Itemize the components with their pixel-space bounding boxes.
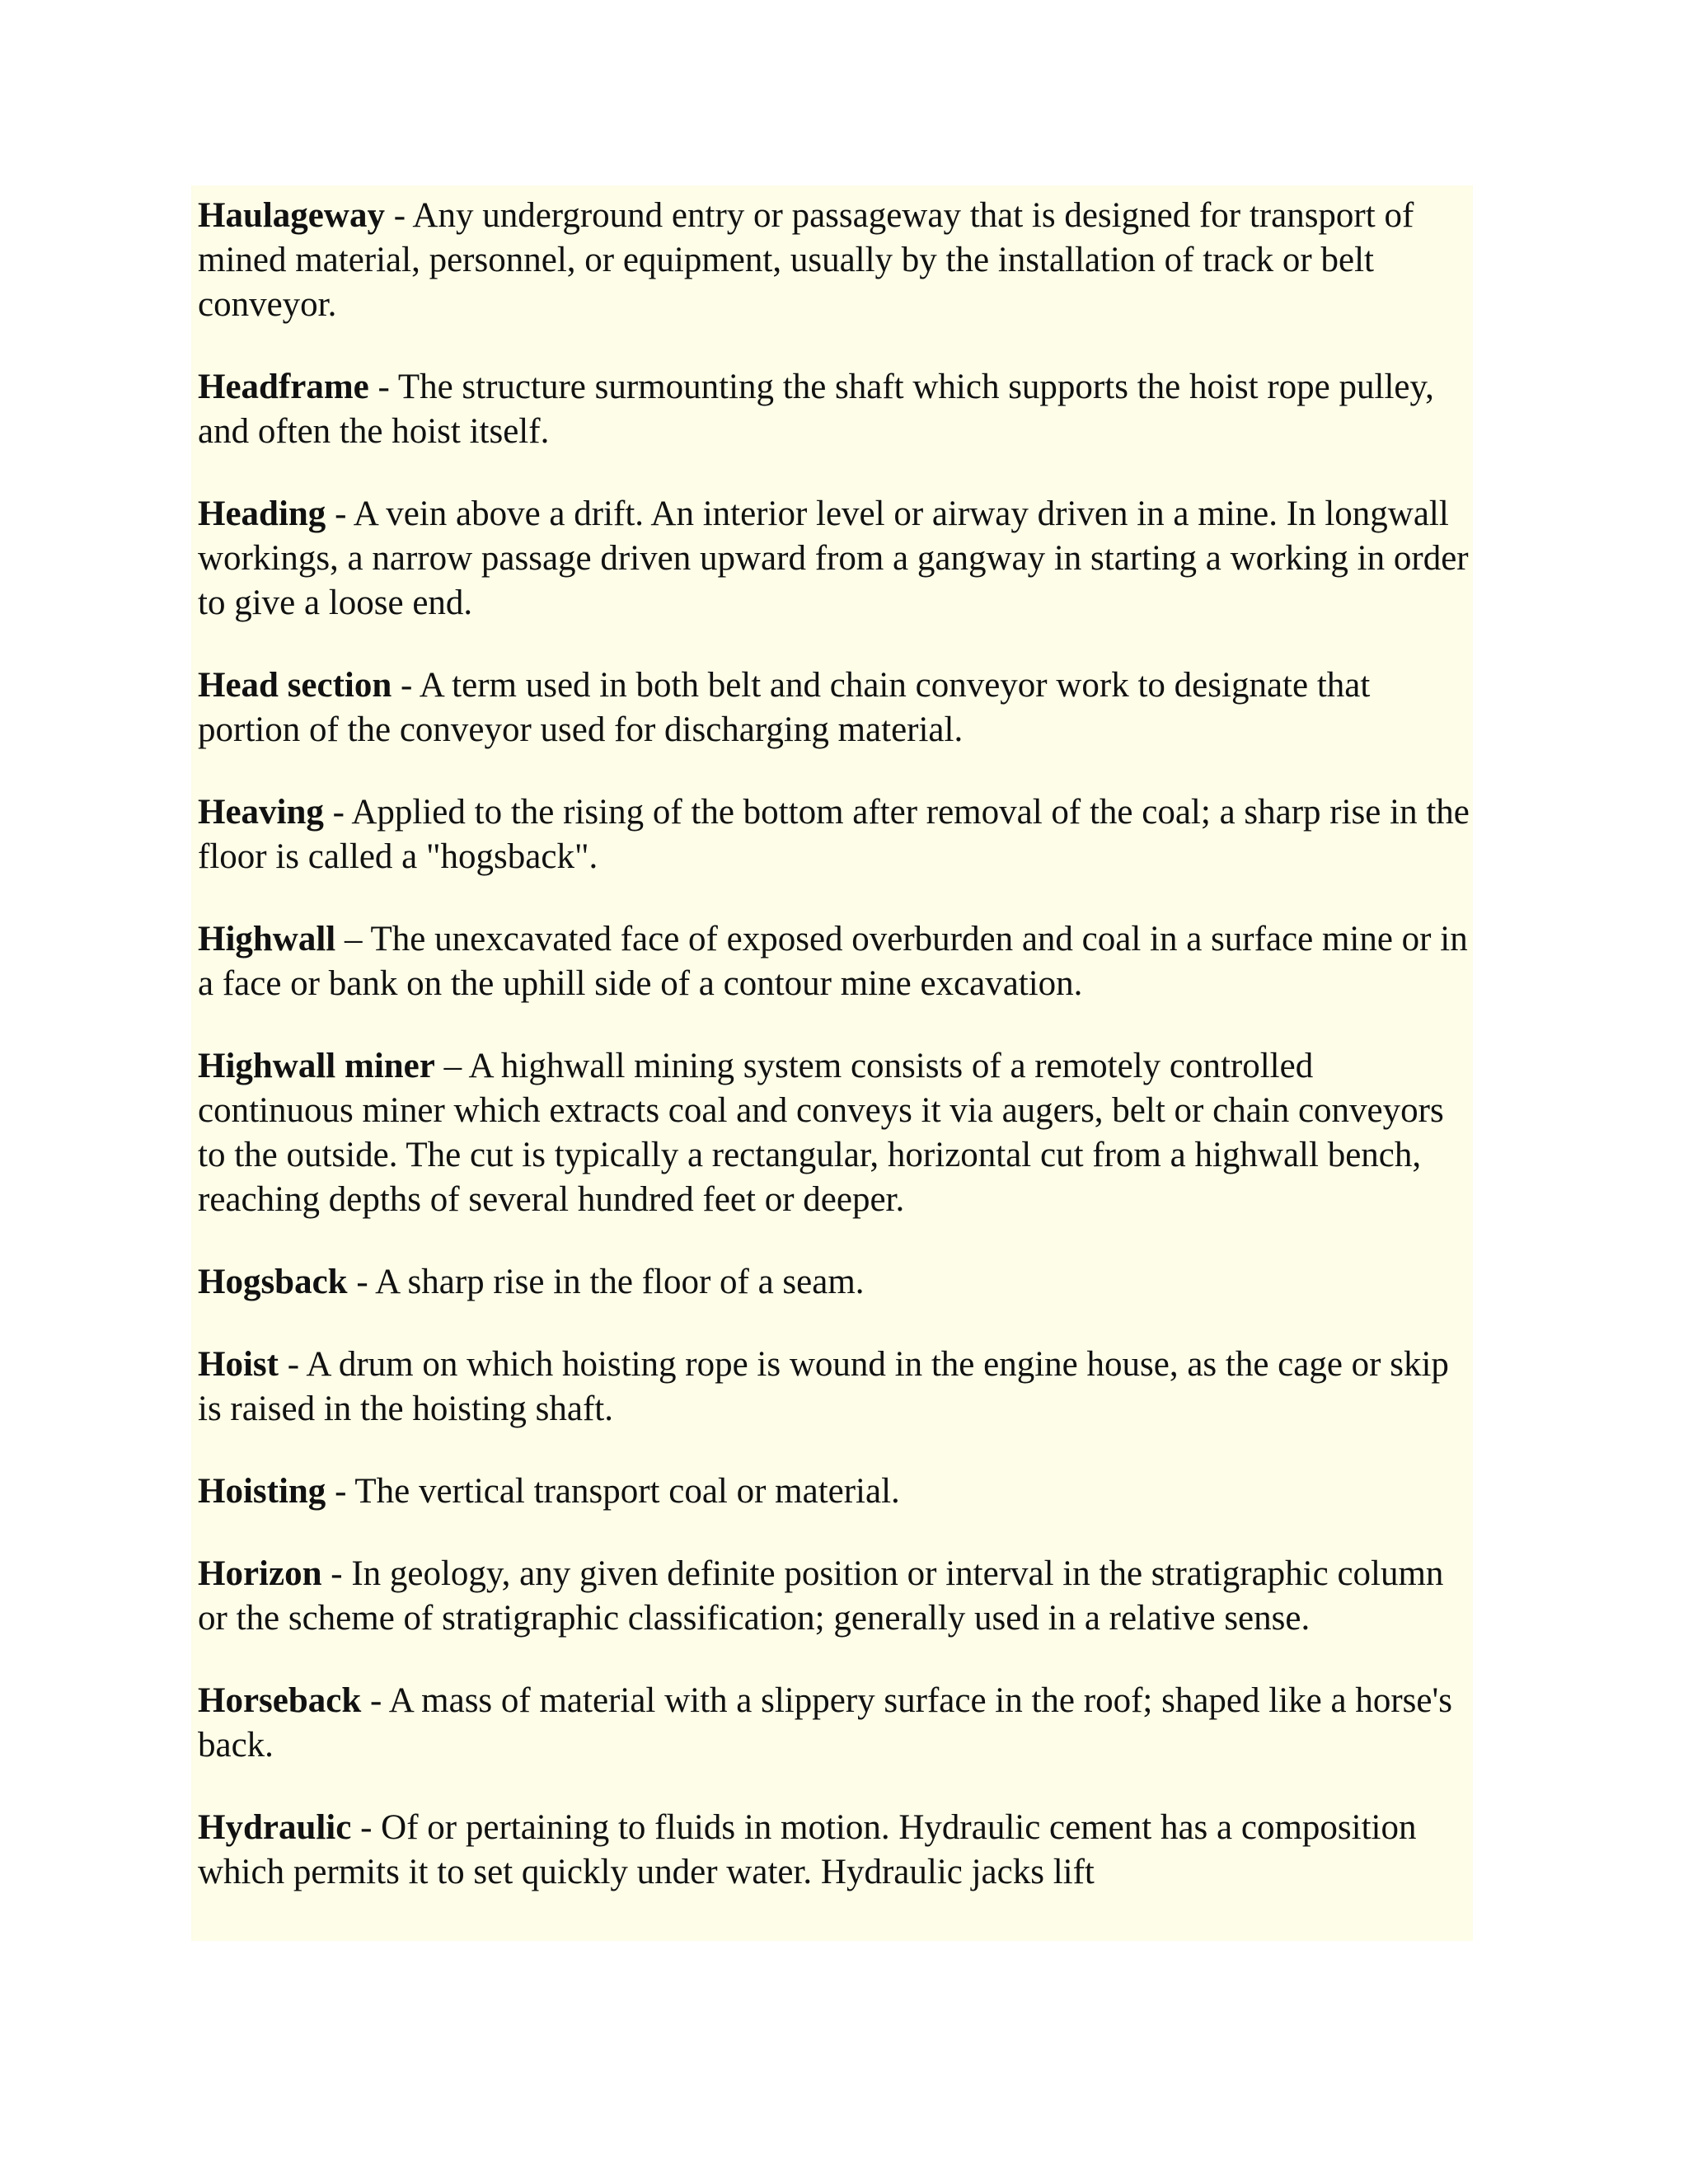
glossary-separator: -	[326, 494, 354, 533]
glossary-entry-headframe	[198, 365, 1474, 454]
glossary-definition: In geology, any given definite position or interval in the stratigraphic column or the scheme of stratigraphic classification; generally used in a relative sense.	[198, 1554, 1444, 1638]
glossary-separator: -	[351, 1808, 382, 1847]
glossary-separator: -	[323, 793, 352, 832]
glossary-definition: A highwall mining system consists of a remotely controlled continuous miner which extracts coal and conveys it via augers, belt or chain conveyors to the outside. The cut is typically a rectangular, horizontal cut from a highwall bench, reaching depths of several hundred feet or deeper.	[198, 1047, 1444, 1219]
glossary-term: Horizon	[198, 1554, 322, 1593]
glossary-separator: -	[368, 368, 398, 406]
glossary-term: Head section	[198, 666, 392, 705]
glossary-entry-hoisting	[198, 1469, 1474, 1514]
glossary-separator: -	[392, 666, 420, 705]
glossary-entry-haulageway	[198, 194, 1474, 327]
glossary-definition: Applied to the rising of the bottom after removal of the coal; a sharp rise in the floor is called a "hogsback".	[198, 793, 1470, 876]
glossary-term: Highwall miner	[198, 1047, 435, 1085]
glossary-definition: The vertical transport coal or material.	[354, 1472, 900, 1511]
glossary-entry-hogsback	[198, 1260, 1474, 1305]
glossary-term: Haulageway	[198, 196, 385, 235]
glossary-separator: -	[384, 196, 413, 235]
glossary-entry-highwall-miner	[198, 1044, 1474, 1222]
glossary-entry-hoist	[198, 1343, 1474, 1432]
glossary-entry-heading	[198, 492, 1474, 626]
glossary-entry-horizon	[198, 1552, 1474, 1641]
glossary-separator: -	[347, 1263, 376, 1301]
glossary-separator: -	[278, 1345, 307, 1384]
glossary-entry-highwall	[198, 917, 1474, 1006]
glossary-entry-hydraulic	[198, 1806, 1474, 1895]
glossary-separator: -	[321, 1554, 352, 1593]
glossary-term: Hoisting	[198, 1472, 326, 1511]
glossary-term: Hogsback	[198, 1263, 348, 1301]
glossary-term: Hoist	[198, 1345, 279, 1384]
glossary-definition: Of or pertaining to fluids in motion. Hydraulic cement has a composition which permits it to set quickly under water. Hydraulic jacks lift	[198, 1808, 1417, 1891]
glossary-separator: –	[335, 920, 371, 958]
glossary-separator: -	[326, 1472, 355, 1511]
glossary-definition: A sharp rise in the floor of a seam.	[375, 1263, 865, 1301]
glossary-term: Hydraulic	[198, 1808, 352, 1847]
glossary-definition: The unexcavated face of exposed overburden and coal in a surface mine or in a face or bank on the uphill side of a contour mine excavation.	[198, 920, 1468, 1003]
glossary-term: Highwall	[198, 920, 336, 958]
glossary-term: Heaving	[198, 793, 324, 832]
glossary-term: Horseback	[198, 1681, 362, 1720]
glossary-term: Heading	[198, 494, 326, 533]
glossary-definition: A mass of material with a slippery surface in the roof; shaped like a horse's back.	[198, 1681, 1452, 1765]
glossary-definition: A drum on which hoisting rope is wound in the engine house, as the cage or skip is raised in the hoisting shaft.	[198, 1345, 1449, 1428]
glossary-entry-head-section	[198, 663, 1474, 752]
glossary-definition: A vein above a drift. An interior level or airway driven in a mine. In longwall workings, a narrow passage driven upward from a gangway in starting a working in order to give a loose end.	[198, 494, 1469, 622]
glossary-definition: Any underground entry or passageway that is designed for transport of mined material, personnel, or equipment, usually by the installation of track or belt conveyor.	[198, 196, 1414, 324]
glossary-term: Headframe	[198, 368, 369, 406]
glossary-definition: A term used in both belt and chain conveyor work to designate that portion of the conveyor used for discharging material.	[198, 666, 1371, 749]
glossary-separator: –	[434, 1047, 469, 1085]
glossary-definition: The structure surmounting the shaft which supports the hoist rope pulley, and often the hoist itself.	[198, 368, 1434, 451]
glossary-list	[198, 194, 1474, 1933]
glossary-entry-horseback	[198, 1679, 1474, 1768]
glossary-entry-heaving	[198, 790, 1474, 879]
glossary-separator: -	[361, 1681, 389, 1720]
